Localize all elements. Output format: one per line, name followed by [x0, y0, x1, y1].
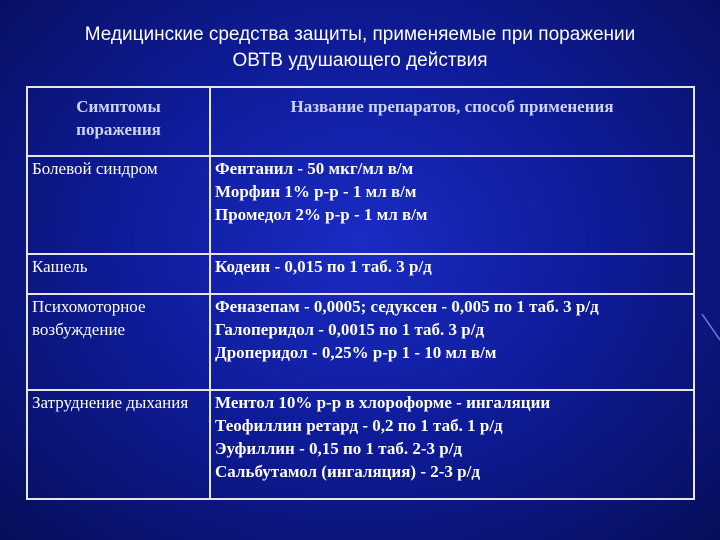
- treatment-line: Ментол 10% р-р в хлороформе - ингаляции: [215, 393, 551, 412]
- slide-title-line-1: Медицинские средства защиты, применяемые при поражении: [84, 24, 636, 45]
- table-row: [27, 294, 694, 390]
- treatment-cell: [210, 294, 694, 390]
- treatment-line: Кодеин - 0,015 по 1 таб. 3 р/д: [215, 257, 432, 276]
- decorative-line: [698, 310, 720, 370]
- header-symptoms: Симптомы поражения: [27, 87, 210, 156]
- treatment-line: Дроперидол - 0,25% р-р 1 - 10 мл в/м: [215, 343, 497, 362]
- table-row: [27, 390, 694, 499]
- slide-title: [40, 22, 680, 74]
- header-treatments: Название препаратов, способ применения: [210, 87, 694, 156]
- treatment-line: Эуфиллин - 0,15 по 1 таб. 2-3 р/д: [215, 439, 463, 458]
- symptom-cell: Психомоторное возбуждение: [27, 294, 210, 390]
- treatment-table: [26, 86, 695, 500]
- treatment-line: Теофиллин ретард - 0,2 по 1 таб. 1 р/д: [215, 416, 503, 435]
- treatment-line: Фентанил - 50 мкг/мл в/м: [215, 159, 414, 178]
- treatment-line: Сальбутамол (ингаляция) - 2-3 р/д: [215, 462, 480, 481]
- treatment-line: Промедол 2% р-р - 1 мл в/м: [215, 205, 428, 224]
- treatment-cell: [210, 254, 694, 294]
- treatment-line: Морфин 1% р-р - 1 мл в/м: [215, 182, 417, 201]
- table-row: [27, 254, 694, 294]
- treatment-line: Галоперидол - 0,0015 по 1 таб. 3 р/д: [215, 320, 485, 339]
- treatment-line: Феназепам - 0,0005; седуксен - 0,005 по 1 таб. 3 р/д: [215, 297, 599, 316]
- treatment-cell: [210, 156, 694, 254]
- slide-title-line-2: ОВТВ удушающего действия: [232, 50, 488, 71]
- table-row: [27, 156, 694, 254]
- treatment-cell: [210, 390, 694, 499]
- table-header-row: [27, 87, 694, 156]
- symptom-cell: Болевой синдром: [27, 156, 210, 254]
- symptom-cell: Затруднение дыхания: [27, 390, 210, 499]
- symptom-cell: Кашель: [27, 254, 210, 294]
